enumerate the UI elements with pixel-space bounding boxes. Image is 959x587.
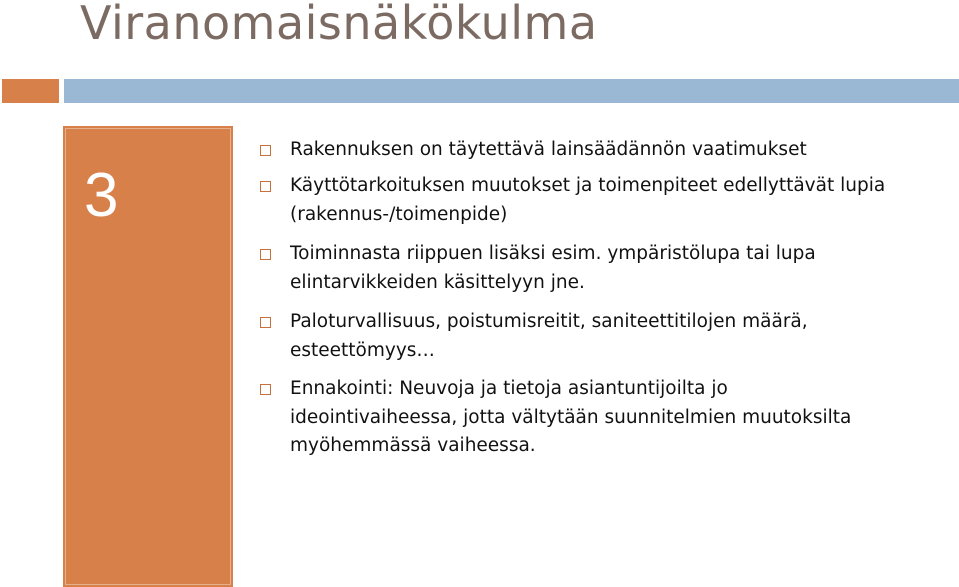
slide-title: Viranomaisnäkökulma xyxy=(80,0,598,50)
section-number: 3 xyxy=(84,161,119,230)
square-bullet-icon xyxy=(260,145,271,156)
bullet-line: Käyttötarkoituksen muutokset ja toimenpiteet edellyttävät lupia xyxy=(290,175,886,196)
square-bullet-icon xyxy=(260,384,271,395)
bullet-item xyxy=(290,375,950,461)
square-bullet-icon xyxy=(260,317,271,328)
bullet-item xyxy=(290,136,950,165)
bullet-line: Toiminnasta riippuen lisäksi esim. ympäristölupa tai lupa xyxy=(290,243,816,264)
square-bullet-icon xyxy=(260,249,271,260)
bullet-line: elintarvikkeiden käsittelyyn jne. xyxy=(290,271,585,293)
header-accent-bar-blue xyxy=(64,79,959,103)
bullet-line: Rakennuksen on täytettävä lainsäädännön vaatimukset xyxy=(290,139,807,160)
bullet-line: myöhemmässä vaiheessa. xyxy=(290,435,536,456)
bullet-line: esteettömyys… xyxy=(290,339,435,361)
bullet-item xyxy=(290,172,950,229)
bullet-item xyxy=(290,240,950,297)
bullet-line: Paloturvallisuus, poistumisreitit, saniteettitilojen määrä, xyxy=(290,311,808,332)
header-accent-bar-orange xyxy=(2,79,59,103)
bullet-line: ideointivaiheessa, jotta vältytään suunnitelmien muutoksilta xyxy=(290,406,852,428)
bullet-line: (rakennus-/toimenpide) xyxy=(290,203,508,225)
bullet-item xyxy=(290,308,950,365)
square-bullet-icon xyxy=(260,181,271,192)
bullet-line: Ennakointi: Neuvoja ja tietoja asiantuntijoilta jo xyxy=(290,378,728,399)
